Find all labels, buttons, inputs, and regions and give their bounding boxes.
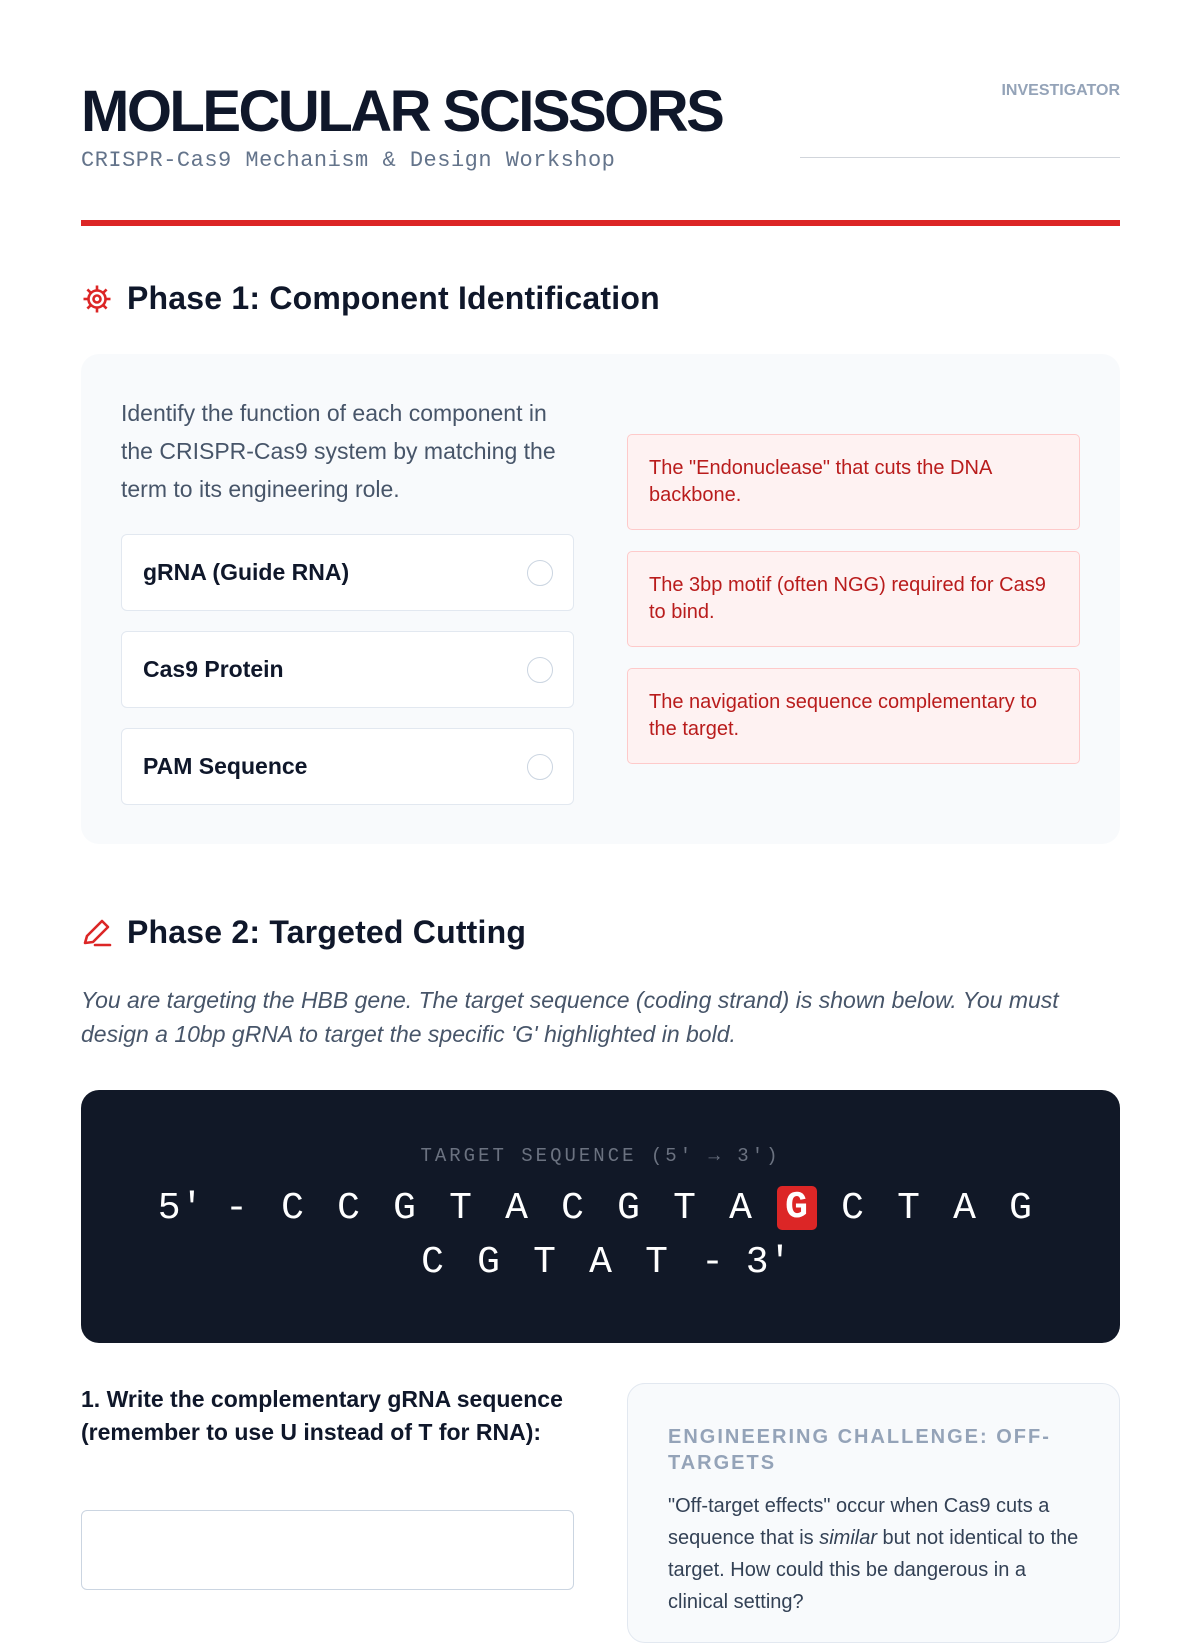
target-sequence-panel [81, 1090, 1120, 1343]
sequence-base: A [953, 1187, 976, 1230]
definition-card[interactable]: The 3bp motif (often NGG) required for Cas9 to bind. [627, 551, 1080, 647]
phase1-instructions: Identify the function of each component in the CRISPR-Cas9 system by matching the term to its engineering role. [121, 400, 556, 502]
phase1-heading [81, 280, 660, 317]
page-title: MOLECULAR SCISSORS [81, 79, 723, 144]
sequence-base: 5' [157, 1187, 204, 1230]
challenge-text-after: but not identical to the target. How could this be dangerous in a clinical setting? [668, 1527, 1079, 1613]
gear-icon [81, 283, 113, 315]
sequence-base: T [449, 1187, 472, 1230]
sequence-base: T [645, 1241, 668, 1284]
definition-card[interactable]: The "Endonuclease" that cuts the DNA backbone. [627, 434, 1080, 530]
sequence-base: 3' [745, 1241, 792, 1284]
sequence-base: G [477, 1241, 500, 1284]
challenge-text [668, 1490, 1079, 1618]
term-pam[interactable] [121, 728, 574, 805]
highlighted-base: G [777, 1186, 817, 1230]
grna-answer-field[interactable] [81, 1510, 574, 1590]
question-1: 1. Write the complementary gRNA sequence (remember to use U instead of T for RNA): [81, 1386, 563, 1445]
phase2-title: Phase 2: Targeted Cutting [127, 914, 527, 950]
sequence-base: C [841, 1187, 864, 1230]
sequence-base: A [589, 1241, 612, 1284]
header-divider [81, 220, 1120, 226]
header [81, 0, 1120, 228]
sequence-line-1 [131, 1182, 1070, 1236]
phase1-title: Phase 1: Component Identification [127, 280, 660, 316]
sequence-line-2 [131, 1236, 1070, 1290]
challenge-text-before: "Off-target effects" occur when Cas9 cuts a sequence that is [668, 1495, 1050, 1549]
sequence-base: G [393, 1187, 416, 1230]
sequence-base: C [281, 1187, 304, 1230]
sequence-base: G [1009, 1187, 1032, 1230]
off-target-challenge-card [627, 1383, 1120, 1643]
phase1-panel [81, 354, 1120, 844]
sequence-base: C [561, 1187, 584, 1230]
phase2-heading [81, 914, 526, 951]
sequence-base: C [421, 1241, 444, 1284]
term-label: gRNA (Guide RNA) [143, 559, 350, 585]
term-radio[interactable] [527, 657, 553, 683]
sequence-label: TARGET SEQUENCE (5' → 3') [420, 1145, 781, 1167]
investigator-name-line[interactable] [800, 157, 1120, 158]
sequence-base: A [505, 1187, 528, 1230]
sequence-base: T [533, 1241, 556, 1284]
investigator-label: INVESTIGATOR [1001, 82, 1120, 99]
sequence-base: C [337, 1187, 360, 1230]
sequence-base: T [897, 1187, 920, 1230]
term-radio[interactable] [527, 560, 553, 586]
pencil-icon [81, 917, 113, 949]
sequence-base: T [673, 1187, 696, 1230]
term-label: Cas9 Protein [143, 656, 284, 682]
sequence-base: - [701, 1241, 724, 1284]
sequence-base: A [729, 1187, 752, 1230]
term-cas9[interactable] [121, 631, 574, 708]
challenge-title: ENGINEERING CHALLENGE: OFF-TARGETS [668, 1426, 1051, 1474]
worksheet-page [81, 0, 1120, 1613]
term-label: PAM Sequence [143, 753, 308, 779]
sequence-base: G [617, 1187, 640, 1230]
term-radio[interactable] [527, 754, 553, 780]
phase2-prompt: You are targeting the HBB gene. The target sequence (coding strand) is shown below. You must design a 10bp gRNA to target the specific 'G' highlighted in bold. [81, 987, 1059, 1047]
page-subtitle: CRISPR-Cas9 Mechanism & Design Workshop [81, 148, 616, 173]
definition-card[interactable]: The navigation sequence complementary to the target. [627, 668, 1080, 764]
term-grna[interactable] [121, 534, 574, 611]
sequence-base: - [225, 1187, 248, 1230]
challenge-text-emphasis: similar [819, 1527, 877, 1549]
dna-sequence [131, 1182, 1070, 1290]
